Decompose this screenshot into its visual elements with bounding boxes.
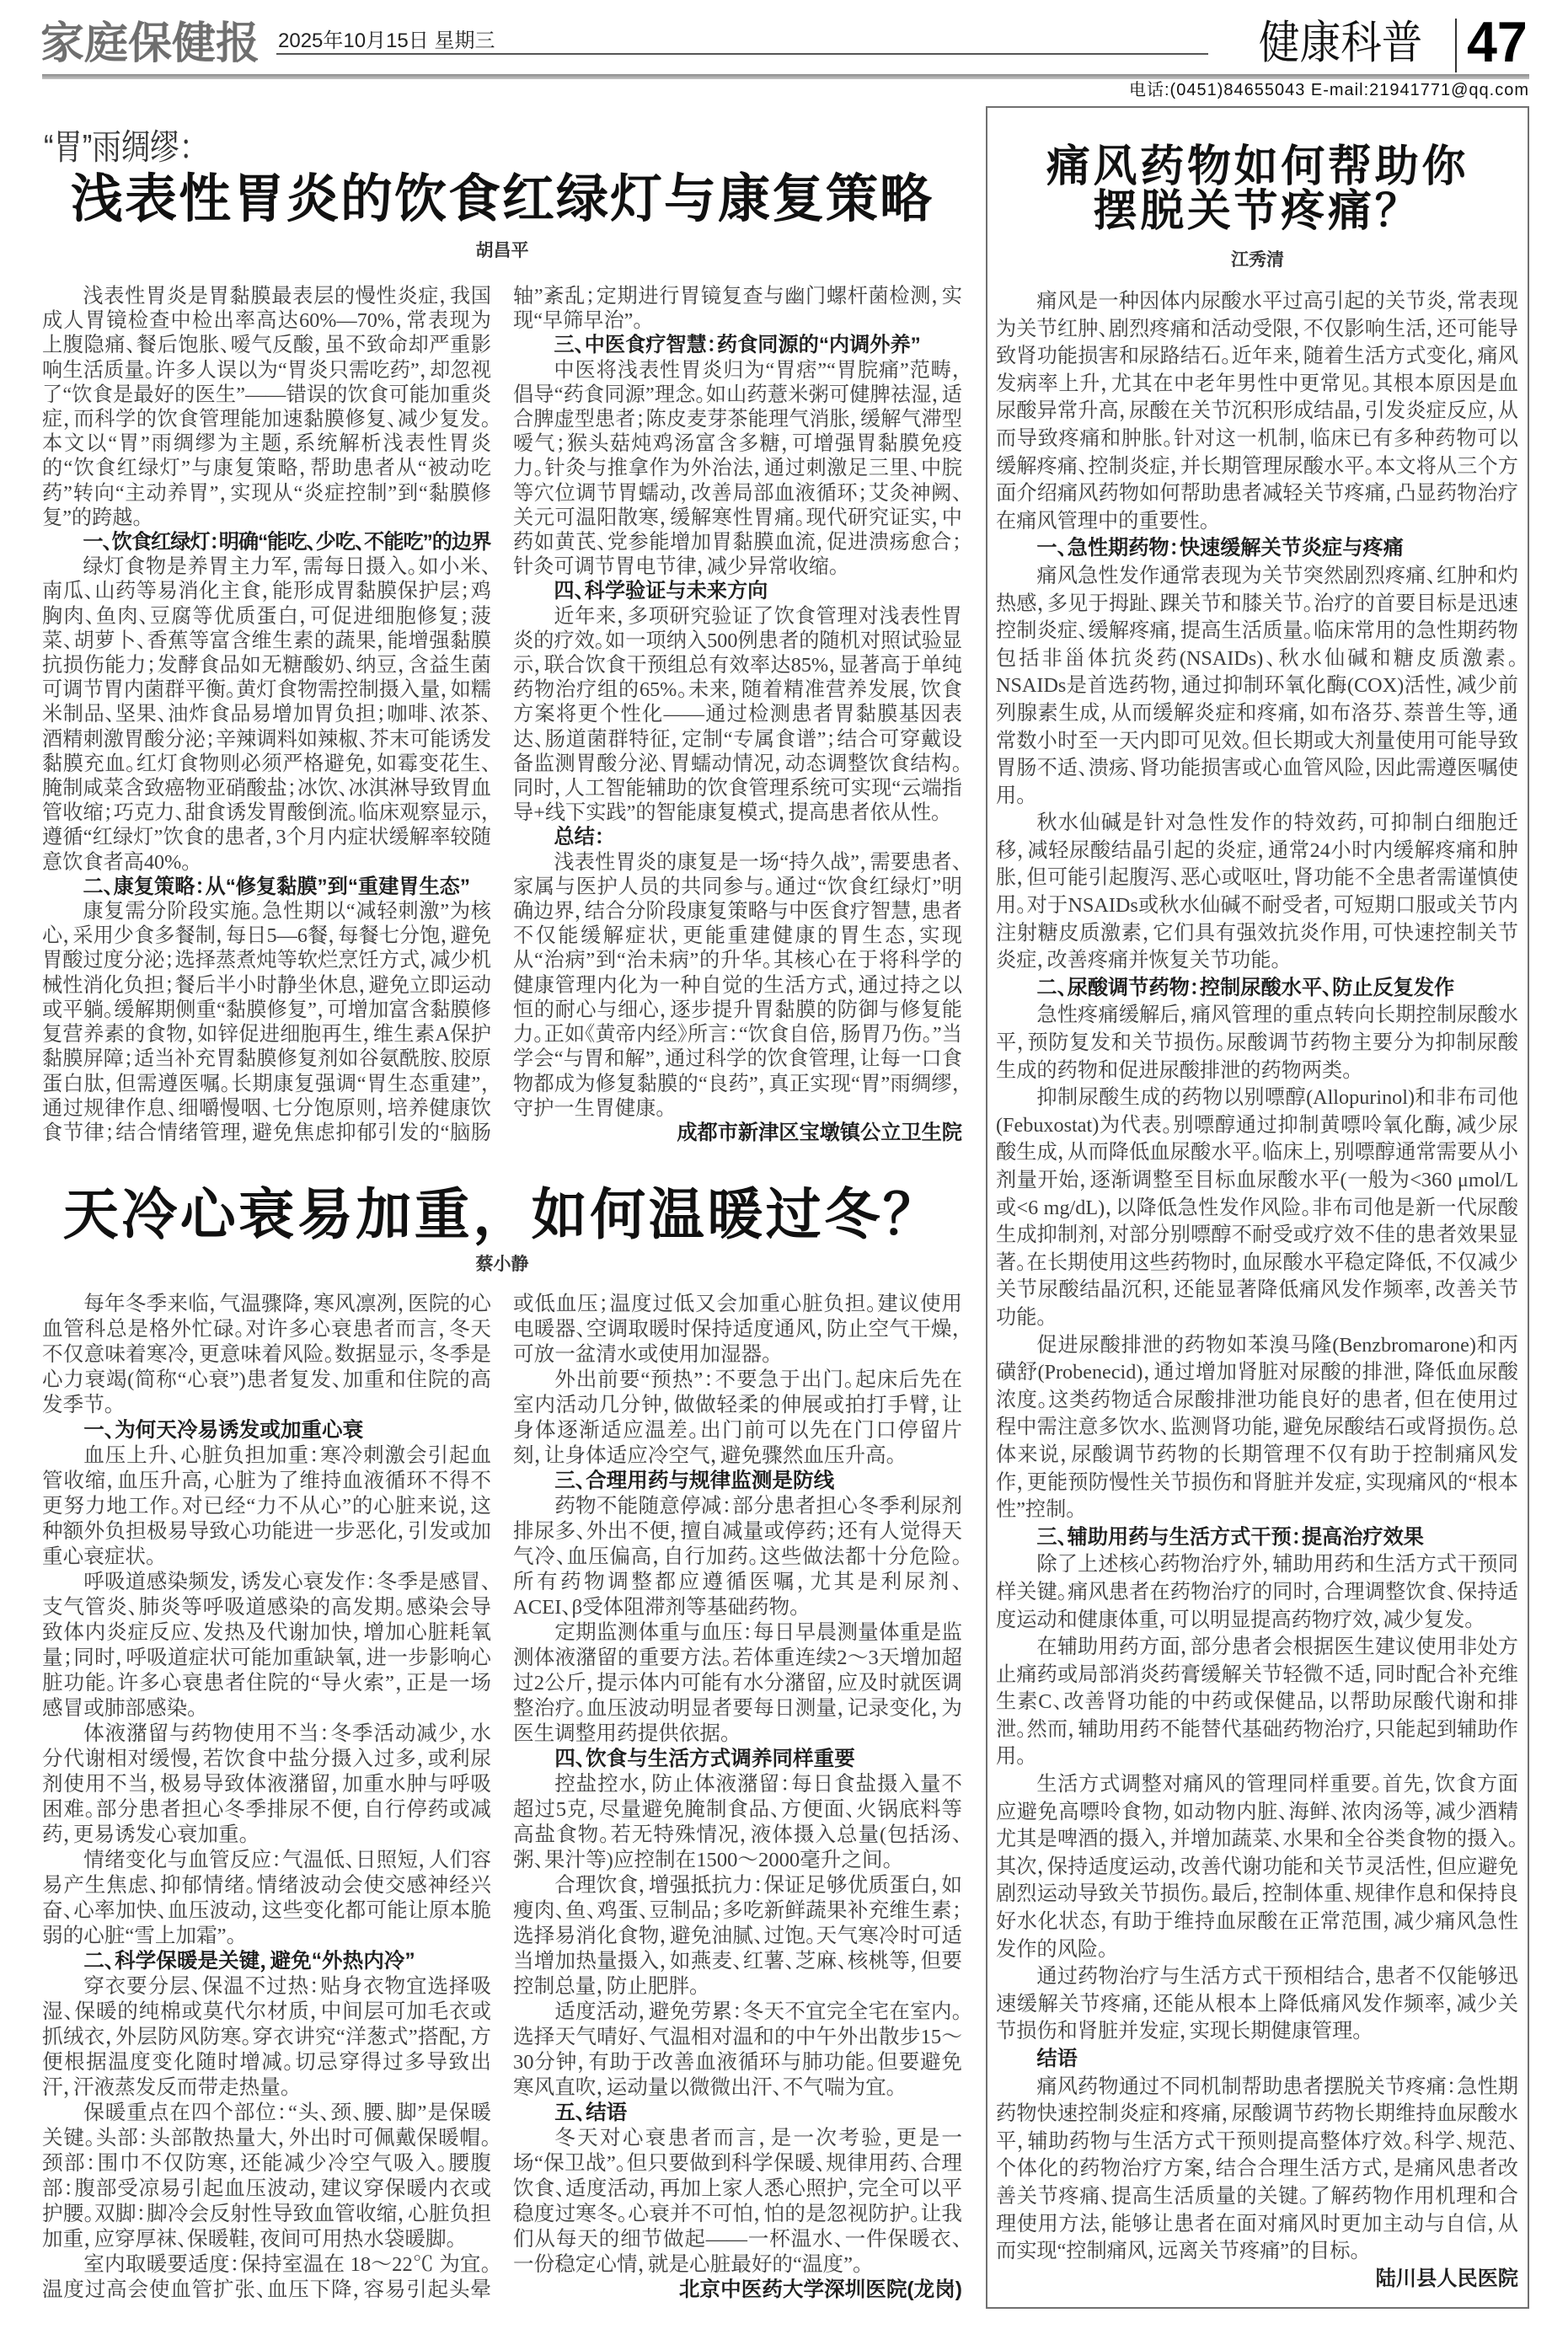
article-title <box>987 141 1528 237</box>
paragraph: 冬天对心衰患者而言，是一次考验，更是一场“保卫战”。但只要做到科学保暖、规律用药、合理饮食、适度活动，再加上家人悉心照护，完全可以平稳度过寒冬。心衰并不可怕，怕的是忽视防护。让我们从每天的细节做起——一杯温水、一件保暖衣、一份稳定心情，就是心脏最好的“温度”。 <box>513 2127 962 2276</box>
article-author: 江秀清 <box>1231 250 1284 270</box>
section-heading: 一、饮食红绿灯：明确“能吃、少吃、不能吃”的边界 <box>83 531 491 554</box>
section-heading: 一、急性期药物：快速缓解关节炎症与疼痛 <box>1036 537 1404 560</box>
paragraph: 秋水仙碱是针对急性发作的特效药，可抑制白细胞迁移，减轻尿酸结晶引起的炎症，通常24小时内缓解疼痛和肿胀，但可能引起腹泻、恶心或呕吐，肾功能不全患者需谨慎使用。对于NSAIDs或秋水仙碱不耐受者，可短期口服或关节内注射糖皮质激素，它们具有强效抗炎作用，可快速控制关节炎症，改善疼痛并恢复关节功能。 <box>996 811 1518 972</box>
paragraph: 呼吸道感染频发，诱发心衰发作：冬季是感冒、支气管炎、肺炎等呼吸道感染的高发期。感染会导致体内炎症反应、发热及代谢加快，增加心脏耗氧量；同时，呼吸道症状可能加重缺氧，进一步影响心脏功能。许多心衰患者住院的“导火索”，正是一场感冒或肺部感染。 <box>42 1571 491 1720</box>
article-title-line: 摆脱关节疼痛？ <box>1093 185 1422 237</box>
paragraph: 合理饮食，增强抵抗力：保证足够优质蛋白，如瘦肉、鱼、鸡蛋、豆制品；多吃新鲜蔬果补充维生素；选择易消化食物，避免油腻、过饱。天气寒冷时可适当增加热量摄入，如燕麦、红薯、芝麻、核桃等，但要控制总量，防止肥胖。 <box>513 1874 962 1998</box>
article-title: 天冷心衰易加重，如何温暖过冬？ <box>62 1181 942 1247</box>
paragraph: 体液潴留与药物使用不当：冬季活动减少，水分代谢相对缓慢，若饮食中盐分摄入过多，或利尿剂使用不当，极易导致体液潴留，加重水肿与呼吸困难。部分患者担心冬季排尿不便，自行停药或减药，更易诱发心衰加重。 <box>42 1722 491 1846</box>
article-author: 蔡小静 <box>475 1255 529 1274</box>
article-gout-box <box>986 106 1529 2309</box>
paragraph: 除了上述核心药物治疗外，辅助用药和生活方式干预同样关键。痛风患者在药物治疗的同时，合理调整饮食、保持适度运动和健康体重，可以明显提高药物疗效，减少复发。 <box>996 1553 1518 1631</box>
date-rule <box>276 53 1208 55</box>
paragraph: 适度活动，避免劳累：冬天不宜完全宅在室内。选择天气晴好、气温相对温和的中午外出散步15～30分钟，有助于改善血液循环与肺功能。但要避免寒风直吹，运动量以微微出汗、不气喘为宜。 <box>513 2000 962 2099</box>
section-heading: 五、结语 <box>554 2101 628 2124</box>
paragraph: 在辅助用药方面，部分患者会根据医生建议使用非处方止痛药或局部消炎药膏缓解关节轻微不适，同时配合补充维生素C、改善肾功能的中药或保健品，以帮助尿酸代谢和排泄。然而，辅助用药不能替代基础药物治疗，只能起到辅助作用。 <box>996 1636 1518 1769</box>
section-heading: 四、饮食与生活方式调养同样重要 <box>554 1748 855 1770</box>
section-heading: 二、科学保暖是关键，避免“外热内冷” <box>83 1950 415 1973</box>
author-affiliation: 北京中医药大学深圳医院(龙岗) <box>678 2278 962 2301</box>
section-heading: 一、为何天冷易诱发或加重心衰 <box>83 1419 364 1442</box>
section-heading: 结语 <box>1036 2048 1078 2070</box>
article-body <box>996 288 1518 2293</box>
article-author: 胡昌平 <box>475 241 529 260</box>
paragraph: 痛风急性发作通常表现为关节突然剧烈疼痛、红肿和灼热感，多见于拇趾、踝关节和膝关节。治疗的首要目标是迅速控制炎症、缓解疼痛，提高生活质量。临床常用的急性期药物包括非甾体抗炎药(NSAIDs)、秋水仙碱和糖皮质激素。NSAIDs是首选药物，通过抑制环氧化酶(COX)活性，减少前列腺素生成，从而缓解炎症和疼痛，如布洛芬、萘普生等，通常数小时至一天内即可见效。但长期或大剂量使用可能导致胃肠不适、溃疡、肾功能损害或心血管风险，因此需遵医嘱使用。 <box>996 564 1518 807</box>
section-heading: 二、康复策略：从“修复黏膜”到“重建胃生态” <box>83 875 470 898</box>
paragraph: 抑制尿酸生成的药物以别嘌醇(Allopurinol)和非布司他(Febuxostat)为代表。别嘌醇通过抑制黄嘌呤氧化酶，减少尿酸生成，从而降低血尿酸水平。临床上，别嘌醇通常需要从小剂量开始，逐渐调整至目标血尿酸水平(一般为<360 μmol/L或<6 mg/dL)，以降低急性发作风险。非布司他是新一代尿酸生成抑制剂，对部分别嘌醇不耐受或疗效不佳的患者效果显著。在长期使用这些药物时，血尿酸水平稳定降低，不仅减少关节尿酸结晶沉积，还能显著降低痛风发作频率，改善关节功能。 <box>996 1086 1518 1329</box>
paragraph: 急性疼痛缓解后，痛风管理的重点转向长期控制尿酸水平，预防复发和关节损伤。尿酸调节药物主要分为抑制尿酸生成的药物和促进尿酸排泄的药物两类。 <box>996 1004 1518 1082</box>
section-heading: 三、合理用药与规律监测是防线 <box>554 1470 835 1492</box>
newspaper-logo: 家庭保健报 <box>40 18 260 69</box>
paragraph: 情绪变化与血管反应：气温低、日照短，人们容易产生焦虑、抑郁情绪。情绪波动会使交感神经兴奋、心率加快、血压波动，这些变化都可能让原本脆弱的心脏“雪上加霜”。 <box>42 1849 491 1947</box>
paragraph: 定期监测体重与血压：每日早晨测量体重是监测体液潴留的重要方法。若体重连续2～3天增加超过2公斤，提示体内可能有水分潴留，应及时就医调整治疗。血压波动明显者要每日测量，记录变化，为医生调整用药提供依据。 <box>513 1621 962 1745</box>
author-affiliation: 成都市新津区宝墩镇公立卫生院 <box>677 1121 962 1144</box>
paragraph: 浅表性胃炎的康复是一场“持久战”，需要患者、家属与医护人员的共同参与。通过“饮食红绿灯”明确边界，结合分阶段康复策略与中医食疗智慧，患者不仅能缓解症状，更能重建健康的胃生态，实现从“治病”到“治未病”的升华。其核心在于将科学的健康管理内化为一种自觉的生活方式，通过持之以恒的耐心与细心，逐步提升胃黏膜的防御与修复能力。正如《黄帝内经》所言：“饮食自倍，肠胃乃伤。”当学会“与胃和解”，通过科学的饮食管理，让每一口食物都成为修复黏膜的“良药”，真正实现“胃”雨绸缪，守护一生胃健康。 <box>513 850 962 1120</box>
paragraph: 浅表性胃炎是胃黏膜最表层的慢性炎症，我国成人胃镜检查中检出率高达60%—70%，常表现为上腹隐痛、餐后饱胀、嗳气反酸，虽不致命却严重影响生活质量。许多人误以为“胃炎只需吃药”，却忽视了“饮食是最好的医生”——错误的饮食可能加重炎症，而科学的饮食管理能加速黏膜修复、减少复发。本文以“胃”雨绸缪为主题，系统解析浅表性胃炎的“饮食红绿灯”与康复策略，帮助患者从“被动吃药”转向“主动养胃”，实现从“炎症控制”到“黏膜修复”的跨越。 <box>42 285 491 529</box>
article-title-line: 痛风药物如何帮助你 <box>1046 141 1469 192</box>
paragraph: 痛风是一种因体内尿酸水平过高引起的关节炎，常表现为关节红肿、剧烈疼痛和活动受限，不仅影响生活，还可能导致肾功能损害和尿路结石。近年来，随着生活方式变化，痛风发病率上升，尤其在中老年男性中更常见。其根本原因是血尿酸异常升高，尿酸在关节沉积形成结晶，引发炎症反应，从而导致疼痛和肿胀。针对这一机制，临床已有多种药物可以缓解疼痛、控制炎症，并长期管理尿酸水平。本文将从三个方面介绍痛风药物如何帮助患者减轻关节疼痛，凸显药物治疗在痛风管理中的重要性。 <box>996 290 1518 533</box>
paragraph: 控盐控水，防止体液潴留：每日食盐摄入量不超过5克，尽量避免腌制食品、方便面、火锅底料等高盐食物。若无特殊情况，液体摄入总量(包括汤、粥、果汁等)应控制在1500～2000毫升之间。 <box>513 1773 962 1871</box>
section-name: 健康科普 <box>1259 18 1423 68</box>
paragraph: 促进尿酸排泄的药物如苯溴马隆(Benzbromarone)和丙磺舒(Probenecid)，通过增加肾脏对尿酸的排泄，降低血尿酸浓度。这类药物适合尿酸排泄功能良好的患者，但在使用过程中需注意多饮水、监测肾功能，避免尿酸结石或肾损伤。总体来说，尿酸调节药物的长期管理不仅有助于控制痛风发作，更能预防慢性关节损伤和肾脏并发症，实现痛风的“根本性”控制。 <box>996 1333 1518 1522</box>
author-affiliation: 陆川县人民医院 <box>1375 2267 1518 2290</box>
paragraph: 通过药物治疗与生活方式干预相结合，患者不仅能够迅速缓解关节疼痛，还能从根本上降低痛风发作频率，减少关节损伤和肾脏并发症，实现长期健康管理。 <box>996 1965 1518 2043</box>
paragraph: 康复需分阶段实施。急性期以“减轻刺激”为核心，采用少食多餐制，每日5—6餐，每餐七分饱，避免胃酸过度分泌；选择蒸煮炖等软烂烹饪方式，减少机械性消化负担；餐后半小时静坐休息，避免立即运动或平躺。缓解期侧重“黏膜修复”，可增加富含黏膜修复营养素的食物，如锌促进细胞再生，维生素A保护黏膜屏障；适当补充胃黏膜修复剂如谷氨酰胺、胶原蛋白肽，但需遵医嘱。长期康复强调“胃生态重建”，通过规律作息、细嚼慢咽、七分饱原则，培养健康饮食节律；结合情绪管理，避免焦虑抑郁引发的“脑肠轴”紊乱；定期进行胃镜复查与幽门螺杆菌检测，实现“早筛早治”。 <box>42 285 962 1144</box>
header-rule <box>42 74 1529 79</box>
paragraph: 痛风药物通过不同机制帮助患者摆脱关节疼痛：急性期药物快速控制炎症和疼痛，尿酸调节药物长期维持血尿酸水平，辅助药物与生活方式干预则提高整体疗效。科学、规范、个体化的药物治疗方案，结合合理生活方式，是痛风患者改善关节疼痛、提高生活质量的关键。了解药物作用机理和合理使用方法，能够让患者在面对痛风时更加主动与自信，从而实现“控制痛风，远离关节疼痛”的目标。 <box>996 2075 1518 2263</box>
article-kicker: “胃”雨绸缪： <box>44 127 209 167</box>
paragraph: 药物不能随意停减：部分患者担心冬季利尿剂排尿多、外出不便，擅自减量或停药；还有人觉得天气冷、血压偏高，自行加药。这些做法都十分危险。所有药物调整都应遵循医嘱，尤其是利尿剂、ACEI、β受体阻滞剂等基础药物。 <box>513 1495 962 1619</box>
paragraph: 穿衣要分层、保温不过热：贴身衣物宜选择吸湿、保暖的纯棉或莫代尔材质，中间层可加毛衣或抓绒衣，外层防风防寒。穿衣讲究“洋葱式”搭配，方便根据温度变化随时增减。切忌穿得过多导致出汗，汗液蒸发反而带走热量。 <box>42 1975 491 2099</box>
paragraph: 外出前要“预热”：不要急于出门。起床后先在室内活动几分钟，做做轻柔的伸展或拍打手臂，让身体逐渐适应温差。出门前可以先在门口停留片刻，让身体适应冷空气，避免骤然血压升高。 <box>513 1368 962 1467</box>
paragraph: 室内取暖要适度：保持室温在 18～22℃ 为宜。温度过高会使血管扩张、血压下降，容易引起头晕或低血压；温度过低又会加重心脏负担。建议使用电暖器、空调取暖时保持适度通风，防止空气干燥，可放一盆清水或使用加湿器。 <box>42 1293 962 2301</box>
paragraph: 近年来，多项研究验证了饮食管理对浅表性胃炎的疗效。如一项纳入500例患者的随机对照试验显示，联合饮食干预组总有效率达85%，显著高于单纯药物治疗组的65%。未来，随着精准营养发展，饮食方案将更个性化——通过检测患者胃黏膜基因表达、肠道菌群特征，定制“专属食谱”；结合可穿戴设备监测胃酸分泌、胃蠕动情况，动态调整饮食结构。同时，人工智能辅助的饮食管理系统可实现“云端指导+线下实践”的智能康复模式，提高患者依从性。 <box>513 604 962 825</box>
section-heading: 三、中医食疗智慧：药食同源的“内调外养” <box>554 334 921 357</box>
paragraph: 绿灯食物是养胃主力军，需每日摄入。如小米、南瓜、山药等易消化主食，能形成胃黏膜保护层；鸡胸肉、鱼肉、豆腐等优质蛋白，可促进细胞修复；菠菜、胡萝卜、香蕉等富含维生素的蔬果，能增强黏膜抗损伤能力；发酵食品如无糖酸奶、纳豆，含益生菌可调节胃内菌群平衡。黄灯食物需控制摄入量，如糯米制品、坚果、油炸食品易增加胃负担；咖啡、浓茶、酒精刺激胃酸分泌；辛辣调料如辣椒、芥末可能诱发黏膜充血。红灯食物则必须严格避免，如霉变花生、腌制咸菜含致癌物亚硝酸盐；冰饮、冰淇淋导致胃血管收缩；巧克力、甜食诱发胃酸倒流。临床观察显示，遵循“红绿灯”饮食的患者，3个月内症状缓解率较随意饮食者高40%。 <box>42 555 491 874</box>
paragraph: 生活方式调整对痛风的管理同样重要。首先，饮食方面应避免高嘌呤食物，如动物内脏、海鲜、浓肉汤等，减少酒精尤其是啤酒的摄入，并增加蔬菜、水果和全谷类食物的摄入。其次，保持适度运动，改善代谢功能和关节灵活性，但应避免剧烈运动导致关节损伤。最后，控制体重、规律作息和保持良好水化状态，有助于维持血尿酸在正常范围，减少痛风急性发作的风险。 <box>996 1773 1518 1961</box>
section-heading: 三、辅助用药与生活方式干预：提高治疗效果 <box>1036 1525 1424 1549</box>
page-number: 47 <box>1467 10 1528 74</box>
paragraph: 每年冬季来临，气温骤降，寒风凛冽，医院的心血管科总是格外忙碌。对许多心衰患者而言，冬天不仅意味着寒冷，更意味着风险。数据显示，冬季是心力衰竭(简称“心衰”)患者复发、加重和住院的高发季节。 <box>42 1293 491 1416</box>
section-heading: 总结： <box>554 826 605 849</box>
paragraph: 保暖重点在四个部位：“头、颈、腰、脚”是保暖关键。头部：头部散热量大，外出时可佩戴保暖帽。颈部：围巾不仅防寒，还能减少冷空气吸入。腰腹部：腹部受凉易引起血压波动，建议穿保暖内衣或护腰。双脚：脚冷会反射性导致血管收缩，心脏负担加重，应穿厚袜、保暖鞋，夜间可用热水袋暖脚。 <box>42 2101 491 2251</box>
article-body <box>42 284 962 1145</box>
section-heading: 四、科学验证与未来方向 <box>554 580 768 603</box>
issue-date: 2025年10月15日 星期三 <box>278 29 495 52</box>
article-body <box>42 1292 962 2303</box>
paragraph: 血压上升、心脏负担加重：寒冷刺激会引起血管收缩，血压升高，心脏为了维持血液循环不得不更努力地工作。对已经“力不从心”的心脏来说，这种额外负担极易导致心功能进一步恶化，引发或加重心衰症状。 <box>42 1444 491 1568</box>
paragraph: 中医将浅表性胃炎归为“胃痞”“胃脘痛”范畴，倡导“药食同源”理念。如山药薏米粥可健脾祛湿，适合脾虚型患者；陈皮麦芽茶能理气消胀，缓解气滞型嗳气；猴头菇炖鸡汤富含多糖，可增强胃黏膜免疫力。针灸与推拿作为外治法，通过刺激足三里、中脘等穴位调节胃蠕动，改善局部血液循环；艾灸神阙、关元可温阳散寒，缓解寒性胃痛。现代研究证实，中药如黄芪、党参能增加胃黏膜血流，促进溃疡愈合；针灸可调节胃电节律，减少异常收缩。 <box>513 358 962 579</box>
section-heading: 二、尿酸调节药物：控制尿酸水平、防止反复发作 <box>1036 976 1455 999</box>
article-title: 浅表性胃炎的饮食红绿灯与康复策略 <box>70 168 934 229</box>
header-separator <box>1455 19 1457 72</box>
contact-info: 电话:(0451)84655043 E-mail:21941771@qq.com <box>1128 81 1529 99</box>
